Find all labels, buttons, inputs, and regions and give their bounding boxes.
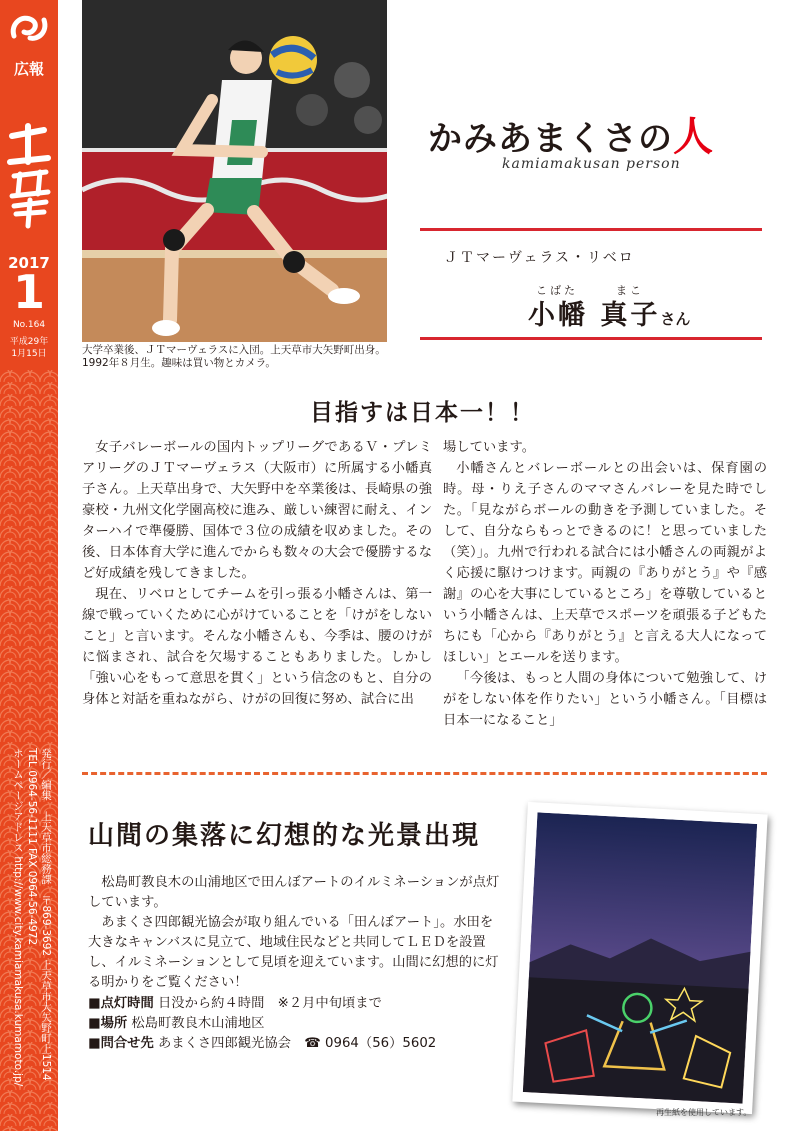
article1-paragraph: 女子バレーボールの国内トップリーグであるＶ・プレミアリーグのＪＴマーヴェラス（大阪市）に所属する小幡真子さん。上天草出身で、大矢野中を卒業後は、長崎県の強豪校・九州文化学園高校に進み、厳しい練習に耐え、インターハイで準優勝、国体で３位の成績を収めました。その後、日本体育大学に進んでからも数々の大会で優勝するなど好成績を残してきました。 bbox=[82, 440, 432, 581]
feature-subtitle: kamiamakusan person bbox=[502, 156, 681, 172]
section-divider bbox=[82, 772, 767, 775]
person-name bbox=[528, 293, 690, 332]
article1-left-column bbox=[82, 437, 432, 710]
name-family: 小幡 bbox=[528, 300, 588, 331]
info-label: ■場所 bbox=[88, 1016, 128, 1031]
publisher-contact: TEL 0964-56-1111 FAX 0964-56-4972 bbox=[26, 748, 38, 946]
info-value: 日没から約４時間 ※２月中旬頃まで bbox=[158, 996, 382, 1011]
publisher-info: 発行／編集 上天草市総務課 〒869-3692 上天草市大矢野町上1514 bbox=[40, 748, 52, 1081]
issue-date-era: 平成29年 bbox=[9, 337, 49, 347]
info-value: 松島町教良木山浦地区 bbox=[131, 1016, 265, 1031]
info-row-contact bbox=[88, 1034, 508, 1054]
top-rule bbox=[420, 228, 762, 231]
name-ruby-given: まこ bbox=[616, 284, 644, 297]
event-info bbox=[88, 994, 508, 1054]
issue-number: No.164 bbox=[12, 320, 46, 330]
article1-paragraph: 場しています。 bbox=[443, 440, 536, 455]
article1-heading: 目指すは日本一！！ bbox=[310, 400, 535, 426]
name-given: 真子 bbox=[600, 300, 661, 331]
volleyball-player-photo bbox=[82, 0, 387, 342]
rice-field-illumination-photo bbox=[523, 812, 757, 1103]
info-row-place bbox=[88, 1014, 508, 1034]
feature-title-accent: 人 bbox=[673, 114, 714, 160]
bottom-rule bbox=[420, 337, 762, 340]
article2-heading: 山間の集落に幻想的な光景出現 bbox=[88, 821, 481, 851]
article1-paragraph: 現在、リベロとしてチームを引っ張る小幡さんは、第一線で戦っていくために心がけていることを「けがをしないこと」と言います。そんな小幡さんも、今季は、腰のけがに悩まされ、試合を欠場することもありました。しかし「強い心をもって意思を貫く」という信念のもと、自分の身体と対話を重ねながら、けがの回復に努め、試合に出 bbox=[82, 587, 432, 707]
feature-title-main: かみあまくさの bbox=[428, 119, 673, 159]
issue-month: 1 bbox=[12, 265, 45, 319]
publication-label: 広報 bbox=[13, 60, 44, 78]
info-label: ■問合せ先 bbox=[88, 1036, 154, 1051]
article1-paragraph: 小幡さんとバレーボールとの出会いは、保育園の時。母・りえ子さんのママさんバレーを見た時でした。「見ながらボールの動きを予測していました。そして、自分ならもっとできるのに！と思っていました（笑）」。九州で行われる試合には小幡さんの両親がよく応援に駆けつけます。両親の『ありがとう』や『感謝』の心を大事にしているところ」を尊敬しているという小幡さんは、上天草でスポーツを頑張る子どもたちにも「心から『ありがとう』と言える大人になってほしい」とエールを送ります。 bbox=[443, 461, 767, 665]
article2-paragraph: あまくさ四郎観光協会が取り組んでいる「田んぼアート」。水田を大きなキャンバスに見立て、地域住民などと共同してＬＥＤを設置し、イルミネーションとして見頃を迎えています。山間に幻想的に灯る明かりをご覧ください！ bbox=[88, 915, 499, 990]
feature-title bbox=[428, 105, 714, 162]
kamiamakusa-title-logo-icon bbox=[6, 122, 52, 230]
info-value: あまくさ四郎観光協会 ☎ 0964（56）5602 bbox=[158, 1036, 437, 1051]
city-logo-icon bbox=[8, 10, 50, 46]
article1-right-column bbox=[443, 437, 767, 731]
issue-date-day: 1月15日 bbox=[11, 349, 47, 359]
info-row-hours bbox=[88, 994, 508, 1014]
article2-paragraph: 松島町教良木の山浦地区で田んぼアートのイルミネーションが点灯しています。 bbox=[88, 875, 500, 910]
article2-body bbox=[88, 873, 502, 993]
article1-paragraph: 「今後は、もっと人間の身体について勉強して、けがをしない体を作りたい」という小幡さん。「目標は日本一になること」 bbox=[443, 671, 767, 728]
issue-year: 2017 bbox=[8, 254, 50, 272]
name-ruby-family: こばた bbox=[536, 284, 578, 297]
recycled-paper-note: 再生紙を使用しています。 bbox=[656, 1108, 752, 1117]
info-label: ■点灯時間 bbox=[88, 996, 154, 1011]
publisher-website: ホームページアドレス http://www.city.kamiamakusa.kumamoto.jp/ bbox=[12, 748, 24, 1087]
name-honorific: さん bbox=[660, 310, 691, 328]
team-position: ＪＴマーヴェラス・リベロ bbox=[444, 250, 635, 266]
illumination-photo-frame bbox=[512, 802, 767, 1114]
photo-caption: 大学卒業後、ＪＴマーヴェラスに入団。上天草市大矢野町出身。1992年８月生。趣味は買い物とカメラ。 bbox=[82, 344, 386, 369]
sidebar bbox=[0, 0, 58, 1131]
